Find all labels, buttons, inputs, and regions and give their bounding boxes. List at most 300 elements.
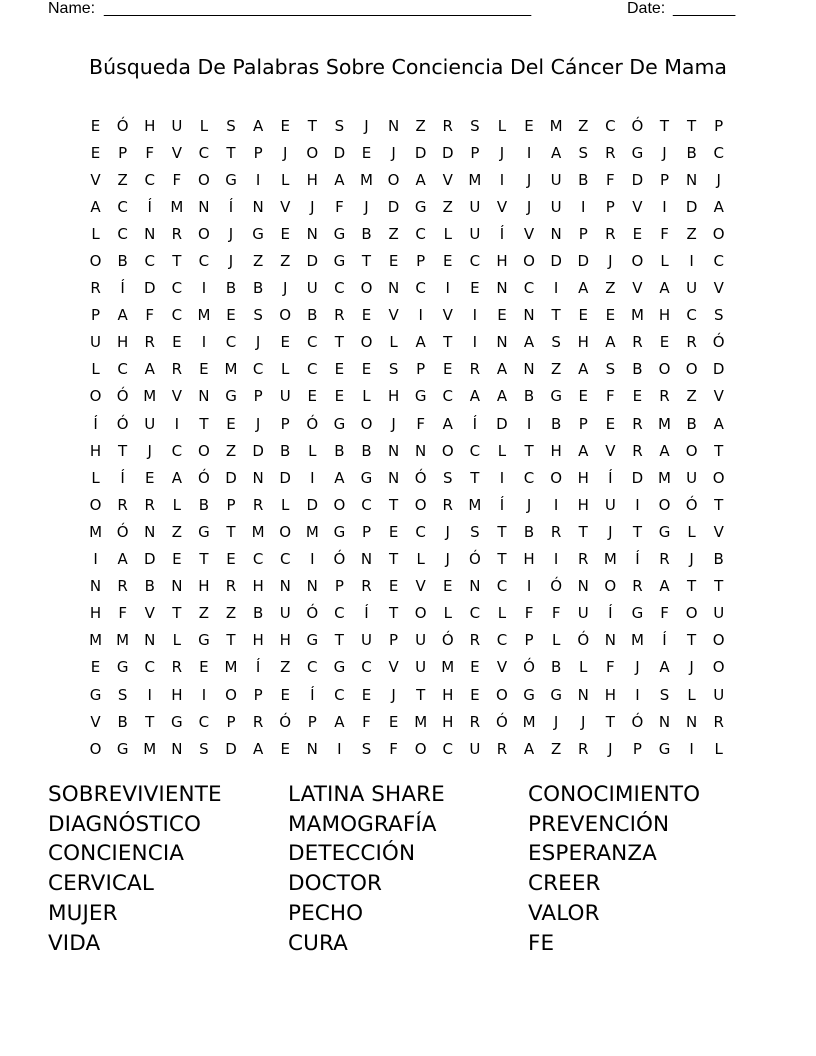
grid-letter: P bbox=[280, 414, 290, 433]
grid-letter: Ó bbox=[116, 414, 129, 433]
word-list-item: MAMOGRAFÍA bbox=[288, 811, 437, 837]
grid-letter: B bbox=[334, 441, 345, 460]
grid-letter: O bbox=[198, 170, 210, 189]
grid-letter: H bbox=[306, 170, 318, 189]
grid-letter: R bbox=[252, 495, 264, 514]
grid-letter: O bbox=[387, 170, 400, 189]
grid-letter: M bbox=[305, 522, 319, 541]
grid-letter: J bbox=[689, 658, 694, 677]
grid-letter: R bbox=[713, 712, 724, 731]
grid-letter: U bbox=[604, 495, 616, 514]
grid-letter: N bbox=[387, 441, 400, 460]
grid-letter: T bbox=[334, 333, 344, 352]
grid-row bbox=[82, 193, 742, 220]
grid-letter: I bbox=[689, 739, 694, 758]
grid-letter: L bbox=[687, 522, 696, 541]
grid-letter: C bbox=[442, 387, 453, 406]
grid-row bbox=[82, 546, 742, 573]
grid-letter: E bbox=[497, 306, 507, 325]
grid-letter: T bbox=[605, 712, 615, 731]
grid-letter: E bbox=[632, 224, 643, 243]
grid-row bbox=[82, 139, 742, 166]
grid-letter: H bbox=[89, 604, 102, 623]
grid-letter: N bbox=[387, 279, 400, 298]
grid-letter: P bbox=[307, 712, 317, 731]
grid-letter: O bbox=[89, 387, 102, 406]
grid-letter: Ó bbox=[468, 550, 481, 569]
grid-letter: R bbox=[117, 577, 128, 596]
grid-letter: Í bbox=[93, 414, 98, 433]
grid-letter: O bbox=[225, 685, 237, 704]
grid-letter: Í bbox=[255, 658, 261, 677]
grid-letter: O bbox=[414, 495, 427, 514]
grid-letter: R bbox=[686, 333, 697, 352]
grid-letter: O bbox=[712, 631, 725, 650]
grid-letter: E bbox=[470, 279, 480, 298]
grid-letter: N bbox=[685, 712, 698, 731]
grid-letter: C bbox=[361, 495, 372, 514]
grid-letter: L bbox=[281, 170, 290, 189]
grid-letter: T bbox=[578, 522, 588, 541]
grid-letter: A bbox=[90, 197, 101, 216]
grid-letter: E bbox=[226, 414, 236, 433]
grid-letter: C bbox=[171, 306, 183, 325]
word-list-item: FE bbox=[528, 930, 555, 956]
grid-letter: H bbox=[144, 116, 156, 135]
grid-letter: Z bbox=[415, 116, 426, 135]
grid-letter: M bbox=[468, 495, 482, 514]
grid-letter: G bbox=[333, 224, 346, 243]
grid-letter: O bbox=[360, 414, 373, 433]
grid-letter: S bbox=[578, 143, 588, 162]
grid-letter: E bbox=[90, 658, 101, 677]
grid-letter: L bbox=[443, 224, 452, 243]
grid-letter: L bbox=[497, 441, 507, 460]
grid-letter: A bbox=[469, 387, 480, 406]
grid-letter: P bbox=[253, 387, 263, 406]
grid-letter: T bbox=[226, 631, 236, 650]
grid-letter: G bbox=[523, 685, 535, 704]
grid-letter: F bbox=[172, 170, 182, 189]
grid-letter: U bbox=[577, 604, 589, 623]
grid-letter: J bbox=[391, 685, 396, 704]
grid-letter: J bbox=[282, 143, 288, 162]
grid-letter: A bbox=[713, 197, 724, 216]
grid-row bbox=[82, 681, 742, 708]
grid-letter: L bbox=[308, 441, 317, 460]
grid-letter: M bbox=[224, 658, 238, 677]
grid-letter: Z bbox=[551, 360, 562, 379]
grid-letter: Ó bbox=[441, 631, 454, 650]
grid-row bbox=[82, 220, 742, 247]
grid-letter: M bbox=[143, 387, 157, 406]
grid-letter: B bbox=[198, 495, 210, 514]
grid-letter: D bbox=[577, 252, 590, 271]
grid-letter: P bbox=[524, 631, 534, 650]
grid-letter: B bbox=[713, 550, 724, 569]
grid-letter: U bbox=[279, 604, 291, 623]
grid-letter: O bbox=[441, 441, 454, 460]
grid-letter: Í bbox=[499, 495, 505, 514]
grid-letter: N bbox=[89, 577, 102, 596]
grid-letter: M bbox=[603, 550, 617, 569]
grid-letter: I bbox=[581, 197, 586, 216]
grid-letter: D bbox=[631, 170, 644, 189]
grid-letter: A bbox=[578, 279, 589, 298]
grid-letter: O bbox=[685, 604, 698, 623]
word-list-row bbox=[48, 810, 768, 840]
grid-letter: E bbox=[199, 360, 209, 379]
grid-letter: Z bbox=[225, 441, 237, 460]
grid-letter: I bbox=[147, 685, 152, 704]
grid-letter: L bbox=[497, 604, 507, 623]
grid-letter: H bbox=[577, 495, 589, 514]
grid-letter: T bbox=[470, 468, 480, 487]
grid-letter: A bbox=[334, 712, 345, 731]
grid-letter: O bbox=[604, 577, 617, 596]
grid-letter: T bbox=[307, 116, 317, 135]
grid-letter: T bbox=[416, 685, 426, 704]
word-list bbox=[48, 780, 768, 959]
grid-letter: G bbox=[333, 252, 346, 271]
grid-letter: C bbox=[334, 604, 345, 623]
grid-letter: E bbox=[90, 116, 101, 135]
grid-letter: Í bbox=[364, 604, 369, 623]
grid-letter: A bbox=[523, 739, 535, 758]
grid-letter: O bbox=[414, 739, 427, 758]
grid-letter: S bbox=[226, 116, 236, 135]
grid-letter: C bbox=[307, 360, 318, 379]
date-blank-line: _______ bbox=[673, 0, 736, 17]
grid-letter: M bbox=[224, 360, 238, 379]
grid-letter: I bbox=[201, 333, 207, 352]
grid-letter: E bbox=[361, 306, 372, 325]
grid-letter: Z bbox=[198, 604, 210, 623]
grid-letter: G bbox=[252, 224, 264, 243]
grid-letter: D bbox=[143, 279, 156, 298]
grid-letter: T bbox=[497, 522, 507, 541]
grid-letter: L bbox=[199, 116, 209, 135]
grid-letter: G bbox=[198, 631, 210, 650]
grid-letter: J bbox=[228, 224, 234, 243]
grid-letter: G bbox=[333, 522, 346, 541]
grid-letter: C bbox=[713, 252, 724, 271]
grid-letter: V bbox=[90, 170, 101, 189]
grid-letter: A bbox=[496, 360, 508, 379]
grid-letter: S bbox=[117, 685, 128, 704]
grid-letter: F bbox=[660, 604, 669, 623]
grid-letter: N bbox=[306, 577, 318, 596]
word-list-item: SOBREVIVIENTE bbox=[48, 781, 222, 807]
grid-letter: O bbox=[279, 306, 292, 325]
grid-letter: E bbox=[226, 550, 236, 569]
grid-letter: G bbox=[658, 739, 671, 758]
grid-letter: C bbox=[198, 712, 210, 731]
grid-letter: R bbox=[659, 550, 670, 569]
word-list-row bbox=[48, 929, 768, 959]
grid-letter: H bbox=[171, 685, 183, 704]
grid-letter: N bbox=[469, 577, 481, 596]
grid-letter: B bbox=[144, 577, 155, 596]
grid-letter: U bbox=[415, 658, 427, 677]
grid-letter: T bbox=[199, 550, 209, 569]
grid-letter: F bbox=[606, 658, 615, 677]
grid-letter: U bbox=[469, 197, 481, 216]
grid-letter: O bbox=[198, 224, 210, 243]
grid-letter: A bbox=[252, 739, 264, 758]
grid-letter: P bbox=[253, 143, 263, 162]
grid-letter: O bbox=[496, 685, 508, 704]
grid-letter: O bbox=[712, 468, 725, 487]
grid-letter: V bbox=[442, 306, 453, 325]
grid-letter: R bbox=[605, 143, 616, 162]
grid-letter: M bbox=[197, 306, 211, 325]
grid-letter: Z bbox=[686, 387, 697, 406]
grid-letter: R bbox=[171, 224, 183, 243]
grid-letter: T bbox=[714, 441, 724, 460]
grid-letter: T bbox=[659, 116, 670, 135]
grid-letter: I bbox=[499, 468, 505, 487]
grid-letter: S bbox=[659, 685, 670, 704]
grid-letter: B bbox=[252, 279, 264, 298]
grid-letter: E bbox=[280, 739, 290, 758]
grid-letter: Í bbox=[120, 279, 125, 298]
grid-letter: R bbox=[171, 658, 183, 677]
grid-letter: G bbox=[171, 712, 183, 731]
grid-letter: J bbox=[228, 252, 234, 271]
grid-letter: P bbox=[334, 577, 344, 596]
grid-letter: V bbox=[280, 197, 291, 216]
grid-letter: L bbox=[91, 360, 100, 379]
grid-letter: V bbox=[415, 577, 426, 596]
grid-letter: A bbox=[659, 577, 670, 596]
grid-letter: Í bbox=[635, 550, 640, 569]
grid-letter: C bbox=[225, 333, 237, 352]
grid-letter: N bbox=[198, 197, 210, 216]
grid-letter: J bbox=[608, 252, 613, 271]
grid-letter: B bbox=[550, 414, 562, 433]
grid-letter: C bbox=[415, 224, 426, 243]
grid-letter: I bbox=[499, 170, 505, 189]
grid-letter: Í bbox=[310, 685, 315, 704]
name-date-header bbox=[48, 0, 748, 20]
grid-letter: B bbox=[686, 143, 697, 162]
grid-letter: R bbox=[117, 495, 128, 514]
grid-letter: C bbox=[117, 360, 128, 379]
grid-letter: U bbox=[360, 631, 372, 650]
grid-letter: D bbox=[225, 739, 237, 758]
grid-letter: E bbox=[280, 685, 290, 704]
grid-letter: G bbox=[333, 658, 346, 677]
grid-letter: E bbox=[334, 360, 345, 379]
grid-letter: J bbox=[445, 522, 450, 541]
grid-letter: C bbox=[415, 522, 426, 541]
grid-letter: T bbox=[687, 577, 697, 596]
grid-letter: M bbox=[441, 658, 455, 677]
grid-letter: B bbox=[117, 712, 128, 731]
grid-letter: I bbox=[310, 550, 315, 569]
grid-letter: T bbox=[551, 306, 561, 325]
grid-letter: P bbox=[253, 685, 263, 704]
grid-letter: G bbox=[198, 522, 210, 541]
grid-letter: Í bbox=[472, 414, 478, 433]
grid-letter: C bbox=[117, 197, 128, 216]
grid-letter: O bbox=[89, 739, 102, 758]
grid-letter: T bbox=[524, 441, 534, 460]
grid-letter: B bbox=[361, 224, 372, 243]
grid-letter: C bbox=[171, 279, 183, 298]
grid-letter: N bbox=[415, 441, 427, 460]
grid-letter: J bbox=[581, 712, 586, 731]
grid-letter: C bbox=[415, 279, 426, 298]
grid-letter: T bbox=[361, 252, 372, 271]
grid-letter: Ó bbox=[550, 577, 563, 596]
grid-letter: T bbox=[334, 631, 344, 650]
grid-letter: F bbox=[524, 604, 534, 623]
grid-letter: U bbox=[90, 333, 102, 352]
grid-letter: R bbox=[442, 495, 453, 514]
grid-letter: Ó bbox=[116, 522, 129, 541]
grid-letter: E bbox=[605, 414, 616, 433]
grid-letter: D bbox=[306, 252, 319, 271]
grid-letter: Ó bbox=[631, 116, 644, 135]
grid-letter: O bbox=[89, 495, 102, 514]
grid-letter: Z bbox=[551, 739, 562, 758]
grid-letter: D bbox=[712, 360, 725, 379]
grid-letter: D bbox=[685, 197, 698, 216]
grid-letter: A bbox=[117, 550, 128, 569]
grid-letter: C bbox=[713, 143, 724, 162]
grid-letter: R bbox=[632, 577, 643, 596]
grid-letter: I bbox=[689, 252, 694, 271]
grid-letter: C bbox=[523, 279, 535, 298]
grid-letter: I bbox=[553, 279, 559, 298]
grid-letter: P bbox=[389, 631, 399, 650]
grid-letter: Ó bbox=[631, 712, 644, 731]
grid-letter: P bbox=[416, 360, 426, 379]
grid-letter: C bbox=[334, 685, 345, 704]
grid-letter: C bbox=[686, 306, 697, 325]
grid-letter: B bbox=[280, 441, 291, 460]
grid-letter: Í bbox=[147, 197, 152, 216]
grid-letter: R bbox=[578, 739, 589, 758]
grid-letter: R bbox=[632, 441, 643, 460]
grid-letter: E bbox=[144, 468, 155, 487]
grid-letter: I bbox=[553, 550, 559, 569]
grid-letter: N bbox=[198, 387, 210, 406]
grid-letter: L bbox=[281, 495, 290, 514]
grid-letter: V bbox=[90, 712, 101, 731]
grid-letter: T bbox=[497, 550, 507, 569]
grid-letter: E bbox=[632, 387, 643, 406]
grid-letter: H bbox=[496, 252, 508, 271]
grid-letter: L bbox=[579, 658, 588, 677]
grid-letter: N bbox=[604, 631, 616, 650]
grid-letter: O bbox=[414, 604, 427, 623]
grid-letter: I bbox=[553, 495, 559, 514]
word-list-item: PREVENCIÓN bbox=[528, 811, 670, 837]
grid-letter: Ó bbox=[116, 116, 129, 135]
grid-letter: E bbox=[307, 387, 318, 406]
grid-letter: H bbox=[523, 550, 535, 569]
grid-letter: U bbox=[686, 468, 698, 487]
grid-letter: N bbox=[144, 522, 156, 541]
grid-letter: A bbox=[659, 441, 670, 460]
grid-letter: T bbox=[687, 631, 697, 650]
grid-letter: R bbox=[361, 577, 372, 596]
grid-letter: E bbox=[578, 306, 588, 325]
grid-letter: P bbox=[470, 143, 480, 162]
grid-letter: Ó bbox=[306, 604, 319, 623]
grid-letter: C bbox=[307, 333, 318, 352]
grid-letter: N bbox=[252, 468, 264, 487]
word-list-item: LATINA SHARE bbox=[288, 781, 445, 807]
grid-letter: T bbox=[226, 522, 236, 541]
grid-letter: V bbox=[713, 279, 724, 298]
grid-letter: I bbox=[201, 279, 207, 298]
grid-letter: S bbox=[713, 306, 724, 325]
grid-letter: M bbox=[360, 170, 373, 189]
grid-letter: M bbox=[143, 739, 157, 758]
grid-letter: O bbox=[306, 143, 319, 162]
grid-letter: R bbox=[632, 414, 643, 433]
grid-letter: I bbox=[472, 333, 478, 352]
grid-letter: N bbox=[685, 170, 698, 189]
word-list-item: CREER bbox=[528, 871, 601, 897]
grid-letter: P bbox=[578, 224, 588, 243]
grid-letter: S bbox=[443, 468, 453, 487]
grid-letter: I bbox=[418, 306, 423, 325]
grid-letter: F bbox=[606, 387, 615, 406]
grid-letter: J bbox=[608, 739, 613, 758]
grid-letter: O bbox=[198, 441, 210, 460]
grid-letter: U bbox=[171, 116, 183, 135]
grid-row bbox=[82, 491, 742, 518]
grid-letter: M bbox=[549, 116, 563, 135]
grid-letter: I bbox=[635, 685, 640, 704]
grid-letter: J bbox=[526, 495, 532, 514]
grid-letter: U bbox=[415, 631, 427, 650]
grid-letter: N bbox=[658, 712, 671, 731]
grid-letter: D bbox=[333, 143, 346, 162]
grid-letter: D bbox=[225, 468, 237, 487]
grid-letter: D bbox=[550, 252, 562, 271]
word-list-item: PECHO bbox=[288, 901, 364, 927]
grid-letter: D bbox=[414, 143, 427, 162]
grid-letter: P bbox=[714, 116, 724, 135]
grid-letter: V bbox=[713, 387, 724, 406]
grid-letter: A bbox=[551, 143, 562, 162]
grid-letter: Z bbox=[605, 279, 616, 298]
grid-letter: T bbox=[388, 604, 399, 623]
grid-letter: O bbox=[523, 252, 535, 271]
grid-letter: M bbox=[89, 522, 103, 541]
name-blank-line: ________________________________________________ bbox=[104, 0, 532, 17]
grid-letter: G bbox=[550, 685, 562, 704]
grid-letter: D bbox=[252, 441, 264, 460]
grid-letter: B bbox=[550, 658, 562, 677]
grid-letter: E bbox=[578, 387, 588, 406]
grid-row bbox=[82, 329, 742, 356]
grid-letter: N bbox=[306, 224, 318, 243]
grid-letter: A bbox=[442, 414, 453, 433]
grid-letter: G bbox=[116, 739, 129, 758]
grid-letter: E bbox=[361, 143, 372, 162]
grid-letter: T bbox=[714, 577, 724, 596]
grid-letter: C bbox=[144, 252, 155, 271]
grid-letter: D bbox=[441, 143, 454, 162]
grid-letter: S bbox=[253, 306, 263, 325]
